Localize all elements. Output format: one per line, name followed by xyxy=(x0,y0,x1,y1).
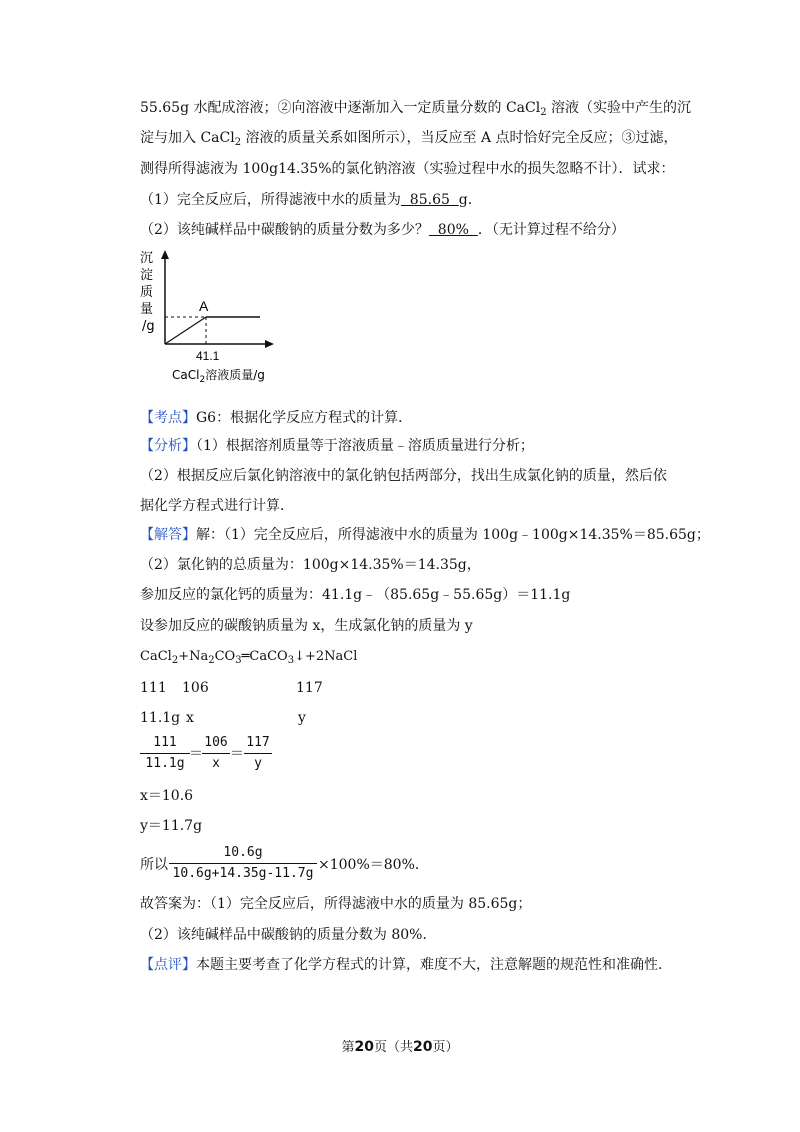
denominator: x xyxy=(212,756,220,771)
precipitate-graph xyxy=(140,248,300,388)
page-footer xyxy=(0,1036,800,1055)
chemical-equation xyxy=(140,647,357,671)
x-axis-label xyxy=(172,367,265,385)
y-label-char: 质 xyxy=(140,285,154,300)
suoyi-label: 所以 xyxy=(140,857,168,873)
denominator: 11.1g xyxy=(145,756,185,771)
jieda-line-3: 参加反应的氯化钙的质量为：41.1g﹣（85.65g﹣55.65g）＝11.1g xyxy=(140,587,571,603)
footer-text: 第 xyxy=(341,1040,355,1055)
fraction-bar xyxy=(140,753,190,754)
fenxi-line-3: 据化学方程式进行计算． xyxy=(140,498,294,514)
answer-blank: 80% xyxy=(428,222,478,238)
fraction-2 xyxy=(202,734,230,773)
eq-subscript: 2 xyxy=(208,655,215,666)
denominator: y xyxy=(254,756,262,771)
eq-part: CaCl xyxy=(140,649,172,664)
x-label-subscript: 2 xyxy=(199,375,206,385)
y-label-char: 量 xyxy=(140,302,154,317)
jieda-line-4: 设参加反应的碳酸钠质量为 x，生成氯化钠的质量为 y xyxy=(140,618,473,634)
dianping-tag: 【点评】 xyxy=(140,957,196,973)
eq-subscript: 3 xyxy=(287,655,295,666)
final-result: ×100%＝80%． xyxy=(318,857,429,873)
y-axis-arrow xyxy=(161,250,169,259)
graph-svg xyxy=(140,248,300,388)
numerator: 111 xyxy=(153,735,177,750)
problem-line-3: 测得所得滤液为 100g14.35%的氯化钠溶液（实验过程中水的损失忽略不计）．试求： xyxy=(140,161,675,177)
equals-sign: ＝ xyxy=(189,746,203,762)
text: 淀与加入 CaCl xyxy=(140,130,235,146)
fenxi-line-2: （2）根据反应后氯化钠溶液中的氯化钠包括两部分，找出生成氯化钠的质量，然后依 xyxy=(140,468,667,484)
text: 溶液的质量关系如图所示），当反应至 A 点时恰好完全反应；③过滤， xyxy=(241,130,678,146)
numerator: 117 xyxy=(246,735,270,750)
eq-subscript: 3 xyxy=(235,655,242,666)
equals-sign: ＝ xyxy=(230,746,244,762)
kaodian-tag: 【考点】 xyxy=(140,410,196,426)
dianping-text: 本题主要考查了化学方程式的计算，难度不大，注意解题的规范性和准确性． xyxy=(196,957,672,973)
question-text: （2）该纯碱样品中碳酸钠的质量分数为多少？ xyxy=(140,222,429,238)
page-number: 20 xyxy=(354,1039,374,1055)
x-result: x＝10.6 xyxy=(140,788,194,804)
text: 溶液（实验中产生的沉 xyxy=(546,100,692,116)
point-a-label: A xyxy=(199,298,209,314)
eq-part: CO xyxy=(214,649,236,664)
question-2 xyxy=(140,220,625,240)
y-label-unit: /g xyxy=(142,319,155,334)
fenxi-tag: 【分析】 xyxy=(140,438,196,454)
y-label-char: 沉 xyxy=(140,251,154,266)
mass-row-2: 11.1g xyxy=(140,710,181,726)
fraction-bar xyxy=(202,753,230,754)
jieda-text: 解：（1）完全反应后，所得滤液中水的质量为 100g﹣100g×14.35%＝85.65g； xyxy=(196,527,710,543)
question-1 xyxy=(140,190,482,210)
footer-text: 页） xyxy=(432,1040,459,1055)
x-label-part: 溶液质量/g xyxy=(205,368,265,382)
y-result: y＝11.7g xyxy=(140,818,203,834)
fraction-bar xyxy=(244,753,272,754)
fraction-1 xyxy=(140,734,190,773)
eq-part: ↓+2NaCl xyxy=(294,649,358,664)
fenxi-text: （1）根据溶剂质量等于溶液质量﹣溶质质量进行分析； xyxy=(196,438,534,454)
answer-line-2: （2）该纯碱样品中碳酸钠的质量分数为 80%． xyxy=(140,927,437,943)
mass-value: 111 xyxy=(140,680,167,696)
subscript: 2 xyxy=(540,107,547,118)
fraction-3 xyxy=(244,734,272,773)
unit: g． xyxy=(458,192,482,208)
numerator: 106 xyxy=(204,735,228,750)
rising-line xyxy=(165,317,206,344)
fraction-bar xyxy=(169,863,317,864)
kaodian-line xyxy=(140,408,412,428)
subscript: 2 xyxy=(234,137,242,148)
kaodian-text: G6：根据化学反应方程式的计算． xyxy=(196,410,413,426)
answer-line-1: 故答案为：（1）完全反应后，所得滤液中水的质量为 85.65g； xyxy=(140,896,532,912)
jieda-line-2: （2）氯化钠的总质量为：100g×14.35%＝14.35g， xyxy=(140,557,481,573)
problem-line-2 xyxy=(140,128,678,153)
final-fraction xyxy=(169,844,317,883)
jieda-line xyxy=(140,525,710,545)
mass-row-2-c: y xyxy=(298,710,306,726)
y-label-char: 淀 xyxy=(140,268,154,283)
note: ．（无计算过程不给分） xyxy=(477,222,625,238)
eq-subscript: 2 xyxy=(171,655,179,666)
footer-text: 页（共 xyxy=(373,1040,413,1055)
dianping-line xyxy=(140,955,672,975)
jieda-tag: 【解答】 xyxy=(140,527,196,543)
question-text: （1）完全反应后，所得滤液中水的质量为 xyxy=(140,192,401,208)
x-label-part: CaCl xyxy=(172,368,200,382)
eq-part: ═CaCO xyxy=(241,649,288,664)
denominator: 10.6g+14.35g-11.7g xyxy=(172,866,314,881)
mass-row-2-b: x xyxy=(186,710,194,726)
problem-line-1 xyxy=(140,98,691,123)
x-axis-arrow xyxy=(265,340,274,348)
mass-row-1-c: 117 xyxy=(296,680,323,696)
eq-part: +Na xyxy=(178,649,209,664)
text: 55.65g 水配成溶液；②向溶液中逐渐加入一定质量分数的 CaCl xyxy=(140,100,541,116)
mass-row-1-b: 106 xyxy=(182,680,209,696)
total-pages: 20 xyxy=(413,1039,433,1055)
fenxi-line xyxy=(140,436,534,456)
x-tick-label: 41.1 xyxy=(196,349,220,363)
answer-blank: 85.65 xyxy=(400,192,459,208)
numerator: 10.6g xyxy=(223,845,263,860)
mass-row-1 xyxy=(140,678,167,698)
